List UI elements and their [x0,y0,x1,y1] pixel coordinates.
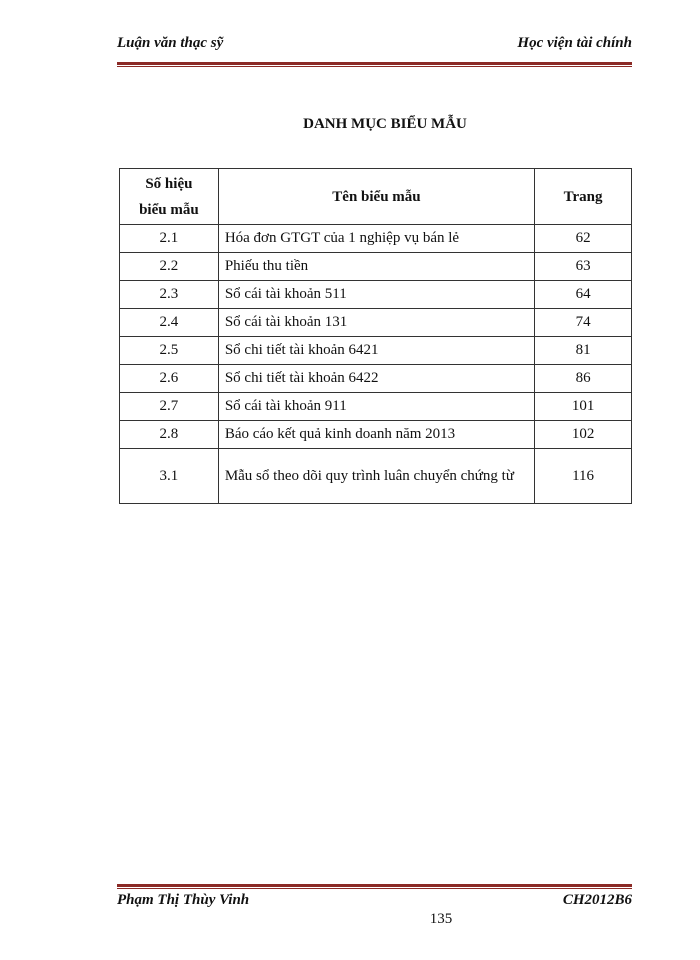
table-row [120,281,632,309]
form-name: Hóa đơn GTGT của 1 nghiệp vụ bán lẻ [218,225,534,253]
header-rule [117,62,632,67]
form-number: 2.5 [120,337,219,365]
forms-list-table [119,168,632,504]
table-header-row [120,169,632,225]
table-row [120,309,632,337]
table-row [120,253,632,281]
table-row [120,449,632,504]
footer-author: Phạm Thị Thùy Vinh [117,892,250,908]
form-page: 63 [535,253,632,281]
form-page: 62 [535,225,632,253]
form-page: 102 [535,421,632,449]
form-page: 81 [535,337,632,365]
form-name: Sổ cái tài khoản 911 [218,393,534,421]
form-name: Mẫu sổ theo dõi quy trình luân chuyển chứng từ [218,449,534,504]
table-row [120,225,632,253]
form-name: Sổ chi tiết tài khoản 6421 [218,337,534,365]
form-page: 64 [535,281,632,309]
page-title: DANH MỤC BIỂU MẪU [303,116,467,132]
page-number: 135 [429,911,453,927]
form-page: 74 [535,309,632,337]
header-page: Trang [535,169,632,225]
form-number: 2.1 [120,225,219,253]
form-number: 2.8 [120,421,219,449]
form-number: 2.6 [120,365,219,393]
form-number: 2.3 [120,281,219,309]
table-row [120,421,632,449]
form-number: 2.4 [120,309,219,337]
footer-class-code: CH2012B6 [562,892,632,908]
header-institution: Học viện tài chính [517,35,632,51]
form-name: Phiếu thu tiền [218,253,534,281]
form-name: Sổ chi tiết tài khoản 6422 [218,365,534,393]
footer-rule [117,884,632,889]
form-name: Sổ cái tài khoản 511 [218,281,534,309]
form-page: 101 [535,393,632,421]
table-row [120,365,632,393]
form-number: 2.2 [120,253,219,281]
form-number: 3.1 [120,449,219,504]
header-form-name: Tên biểu mẫu [218,169,534,225]
table-row [120,337,632,365]
header-thesis-type: Luận văn thạc sỹ [117,35,224,51]
header-form-number: Số hiệu biểu mẫu [120,169,219,225]
page-header [117,35,632,55]
form-page: 116 [535,449,632,504]
form-name: Báo cáo kết quả kinh doanh năm 2013 [218,421,534,449]
form-number: 2.7 [120,393,219,421]
table-row [120,393,632,421]
form-name: Sổ cái tài khoản 131 [218,309,534,337]
form-page: 86 [535,365,632,393]
page-footer [117,892,632,912]
